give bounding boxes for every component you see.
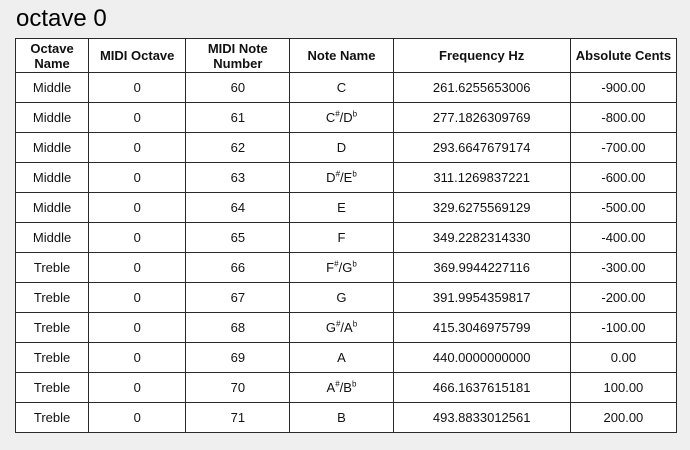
cell-note-name: F (290, 223, 393, 253)
cell-absolute-cents: -500.00 (570, 193, 676, 223)
cell-octave-name: Middle (16, 133, 89, 163)
cell-midi-note-number: 62 (186, 133, 290, 163)
cell-midi-octave: 0 (89, 163, 186, 193)
cell-absolute-cents: -200.00 (570, 283, 676, 313)
sharp-symbol: # (334, 259, 339, 269)
cell-midi-note-number: 60 (186, 73, 290, 103)
cell-midi-octave: 0 (89, 193, 186, 223)
cell-absolute-cents: 200.00 (570, 403, 676, 433)
cell-absolute-cents: -300.00 (570, 253, 676, 283)
cell-absolute-cents: 0.00 (570, 343, 676, 373)
cell-frequency-hz: 440.0000000000 (393, 343, 570, 373)
table-row (16, 313, 677, 343)
sharp-symbol: # (335, 379, 340, 389)
cell-midi-octave: 0 (89, 313, 186, 343)
cell-midi-note-number: 67 (186, 283, 290, 313)
cell-octave-name: Treble (16, 313, 89, 343)
cell-midi-octave: 0 (89, 253, 186, 283)
cell-octave-name: Treble (16, 403, 89, 433)
cell-absolute-cents: -800.00 (570, 103, 676, 133)
cell-octave-name: Treble (16, 253, 89, 283)
table-row (16, 283, 677, 313)
table-row (16, 163, 677, 193)
cell-absolute-cents: -600.00 (570, 163, 676, 193)
cell-midi-octave: 0 (89, 103, 186, 133)
table-row (16, 373, 677, 403)
cell-note-name: C (290, 73, 393, 103)
cell-frequency-hz: 391.9954359817 (393, 283, 570, 313)
table-row (16, 193, 677, 223)
cell-note-name: G (290, 283, 393, 313)
cell-midi-octave: 0 (89, 373, 186, 403)
cell-note-name: $F^{\#}/G^b$ (290, 253, 393, 283)
cell-octave-name: Treble (16, 283, 89, 313)
cell-absolute-cents: 100.00 (570, 373, 676, 403)
cell-midi-note-number: 71 (186, 403, 290, 433)
flat-symbol: b (352, 169, 357, 179)
cell-midi-octave: 0 (89, 283, 186, 313)
flat-symbol: b (352, 319, 358, 329)
flat-symbol: b (352, 259, 357, 269)
cell-note-name: A (290, 343, 393, 373)
cell-frequency-hz: 466.1637615181 (393, 373, 570, 403)
cell-midi-note-number: 61 (186, 103, 290, 133)
cell-midi-note-number: 66 (186, 253, 290, 283)
cell-frequency-hz: 349.2282314330 (393, 223, 570, 253)
cell-midi-octave: 0 (89, 223, 186, 253)
cell-absolute-cents: -100.00 (570, 313, 676, 343)
cell-note-name: $A^{\#}/B^b$ (290, 373, 393, 403)
header-midi-octave: MIDI Octave (89, 39, 186, 73)
flat-symbol: b (351, 379, 357, 389)
cell-octave-name: Treble (16, 373, 89, 403)
table-row (16, 103, 677, 133)
table-row (16, 223, 677, 253)
cell-midi-note-number: 64 (186, 193, 290, 223)
cell-frequency-hz: 311.1269837221 (393, 163, 570, 193)
table-row (16, 133, 677, 163)
cell-frequency-hz: 493.8833012561 (393, 403, 570, 433)
cell-frequency-hz: 415.3046975799 (393, 313, 570, 343)
table-row (16, 73, 677, 103)
header-midi-note-number: MIDI Note Number (186, 39, 290, 73)
cell-note-name: $G^{\#}/A^b$ (290, 313, 393, 343)
sharp-symbol: # (335, 319, 341, 329)
cell-note-name: B (290, 403, 393, 433)
cell-frequency-hz: 277.1826309769 (393, 103, 570, 133)
table-body (16, 73, 677, 433)
cell-frequency-hz: 329.6275569129 (393, 193, 570, 223)
cell-midi-octave: 0 (89, 133, 186, 163)
cell-octave-name: Middle (16, 163, 89, 193)
cell-midi-note-number: 70 (186, 373, 290, 403)
cell-midi-note-number: 69 (186, 343, 290, 373)
cell-note-name: D (290, 133, 393, 163)
cell-frequency-hz: 369.9944227116 (393, 253, 570, 283)
table-row (16, 343, 677, 373)
cell-frequency-hz: 293.6647679174 (393, 133, 570, 163)
cell-octave-name: Middle (16, 103, 89, 133)
table-header-row (16, 39, 677, 73)
table-row (16, 403, 677, 433)
cell-absolute-cents: -400.00 (570, 223, 676, 253)
cell-octave-name: Middle (16, 193, 89, 223)
cell-midi-note-number: 63 (186, 163, 290, 193)
header-note-name: Note Name (290, 39, 393, 73)
cell-midi-octave: 0 (89, 343, 186, 373)
cell-octave-name: Middle (16, 223, 89, 253)
page-title: octave 0 (16, 5, 107, 32)
cell-note-name: $D^{\#}/E^b$ (290, 163, 393, 193)
cell-octave-name: Treble (16, 343, 89, 373)
cell-midi-octave: 0 (89, 403, 186, 433)
cell-midi-note-number: 68 (186, 313, 290, 343)
header-absolute-cents: Absolute Cents (570, 39, 676, 73)
header-octave-name: Octave Name (16, 39, 89, 73)
cell-octave-name: Middle (16, 73, 89, 103)
cell-absolute-cents: -900.00 (570, 73, 676, 103)
table-row (16, 253, 677, 283)
flat-symbol: b (352, 109, 358, 119)
header-frequency-hz: Frequency Hz (393, 39, 570, 73)
note-frequency-table (15, 38, 677, 433)
sharp-symbol: # (335, 169, 341, 179)
cell-note-name: $C^{\#}/D^b$ (290, 103, 393, 133)
cell-midi-octave: 0 (89, 73, 186, 103)
cell-absolute-cents: -700.00 (570, 133, 676, 163)
cell-midi-note-number: 65 (186, 223, 290, 253)
cell-frequency-hz: 261.6255653006 (393, 73, 570, 103)
cell-note-name: E (290, 193, 393, 223)
sharp-symbol: # (335, 109, 340, 119)
